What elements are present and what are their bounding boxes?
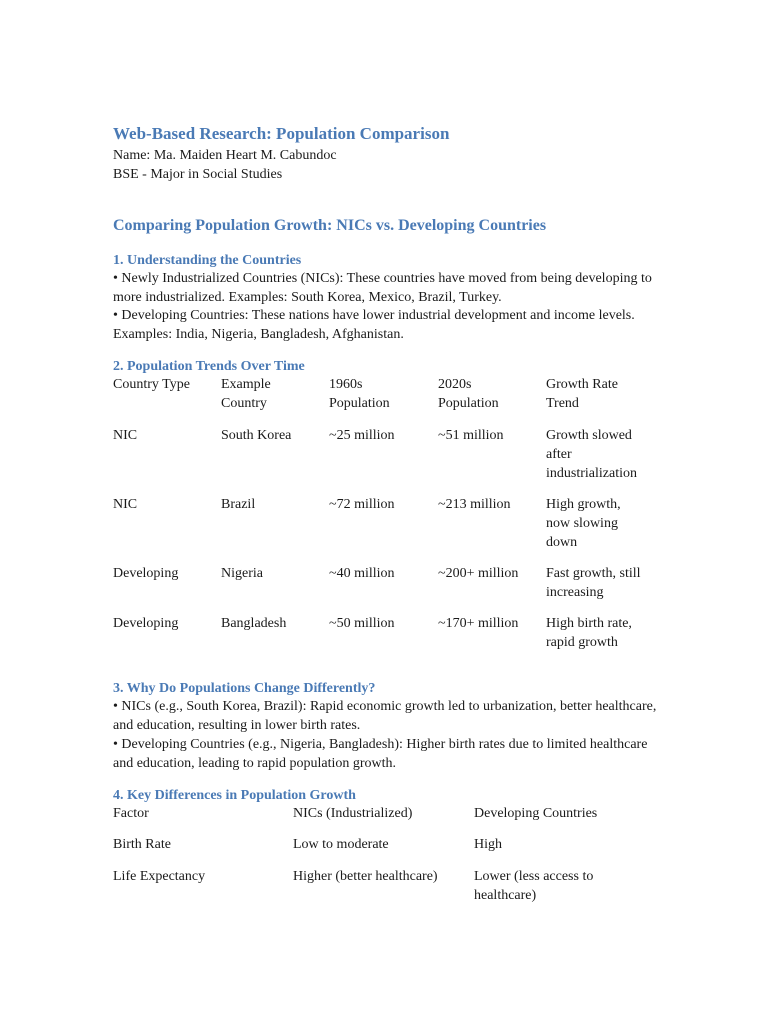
table-cell: High growth, now slowing down: [546, 497, 621, 550]
table-cell: Life Expectancy: [113, 869, 206, 884]
section-3-bullet-nics: • NICs (e.g., South Korea, Brazil): Rapid economic growth led to urbanization, better healthcare, and education, resulting in lower birth rates.: [113, 699, 657, 733]
course-line: BSE - Major in Social Studies: [113, 167, 283, 182]
table-cell: NIC: [113, 428, 138, 443]
document-subtitle: Comparing Population Growth: NICs vs. Developing Countries: [113, 217, 547, 234]
table-cell: Fast growth, still increasing: [546, 566, 641, 600]
section-1-heading: 1. Understanding the Countries: [113, 253, 302, 268]
section-1-bullet-developing: • Developing Countries: These nations have lower industrial development and income levels. Examples: India, Nigeria, Bangladesh, Afghanistan.: [113, 308, 635, 342]
table-cell: ~40 million: [329, 566, 395, 581]
table-header-growth-rate-trend: Growth Rate Trend: [546, 377, 618, 411]
table-header-nics: NICs (Industrialized): [293, 806, 413, 821]
document-title: Web-Based Research: Population Comparison: [113, 124, 450, 143]
section-2-heading: 2. Population Trends Over Time: [113, 359, 305, 374]
table-cell: ~50 million: [329, 616, 395, 631]
table-cell: ~213 million: [438, 497, 511, 512]
section-3-heading: 3. Why Do Populations Change Differently?: [113, 681, 376, 696]
section-3-bullet-developing: • Developing Countries (e.g., Nigeria, Bangladesh): Higher birth rates due to limited healthcare and education, leading to rapid population growth.: [113, 737, 648, 771]
section-1-bullet-nics: • Newly Industrialized Countries (NICs): These countries have moved from being developing to more industrialized. Examples: South Korea, Mexico, Brazil, Turkey.: [113, 271, 652, 305]
section-4-heading: 4. Key Differences in Population Growth: [113, 788, 356, 803]
table-cell: Developing: [113, 566, 179, 581]
table-cell: Brazil: [221, 497, 256, 512]
table-cell: Bangladesh: [221, 616, 287, 631]
table-cell: ~170+ million: [438, 616, 519, 631]
table-cell: South Korea: [221, 428, 292, 443]
table-cell: Lower (less access to healthcare): [474, 869, 594, 903]
table-cell: ~72 million: [329, 497, 395, 512]
table-header-country-type: Country Type: [113, 377, 190, 392]
table-header-example-country: Example Country: [221, 377, 271, 411]
author-name: Name: Ma. Maiden Heart M. Cabundoc: [113, 148, 337, 163]
table-header-developing: Developing Countries: [474, 806, 598, 821]
table-cell: High birth rate, rapid growth: [546, 616, 632, 650]
table-cell: Growth slowed after industrialization: [546, 428, 637, 481]
table-cell: Nigeria: [221, 566, 263, 581]
table-cell: Low to moderate: [293, 837, 389, 852]
table-cell: High: [474, 837, 502, 852]
table-header-2020s-population: 2020s Population: [438, 377, 499, 411]
table-cell: NIC: [113, 497, 138, 512]
table-cell: ~200+ million: [438, 566, 519, 581]
table-header-1960s-population: 1960s Population: [329, 377, 390, 411]
table-cell: ~51 million: [438, 428, 504, 443]
table-cell: Higher (better healthcare): [293, 869, 438, 884]
table-header-factor: Factor: [113, 806, 149, 821]
table-cell: Developing: [113, 616, 179, 631]
table-cell: ~25 million: [329, 428, 395, 443]
table-cell: Birth Rate: [113, 837, 171, 852]
